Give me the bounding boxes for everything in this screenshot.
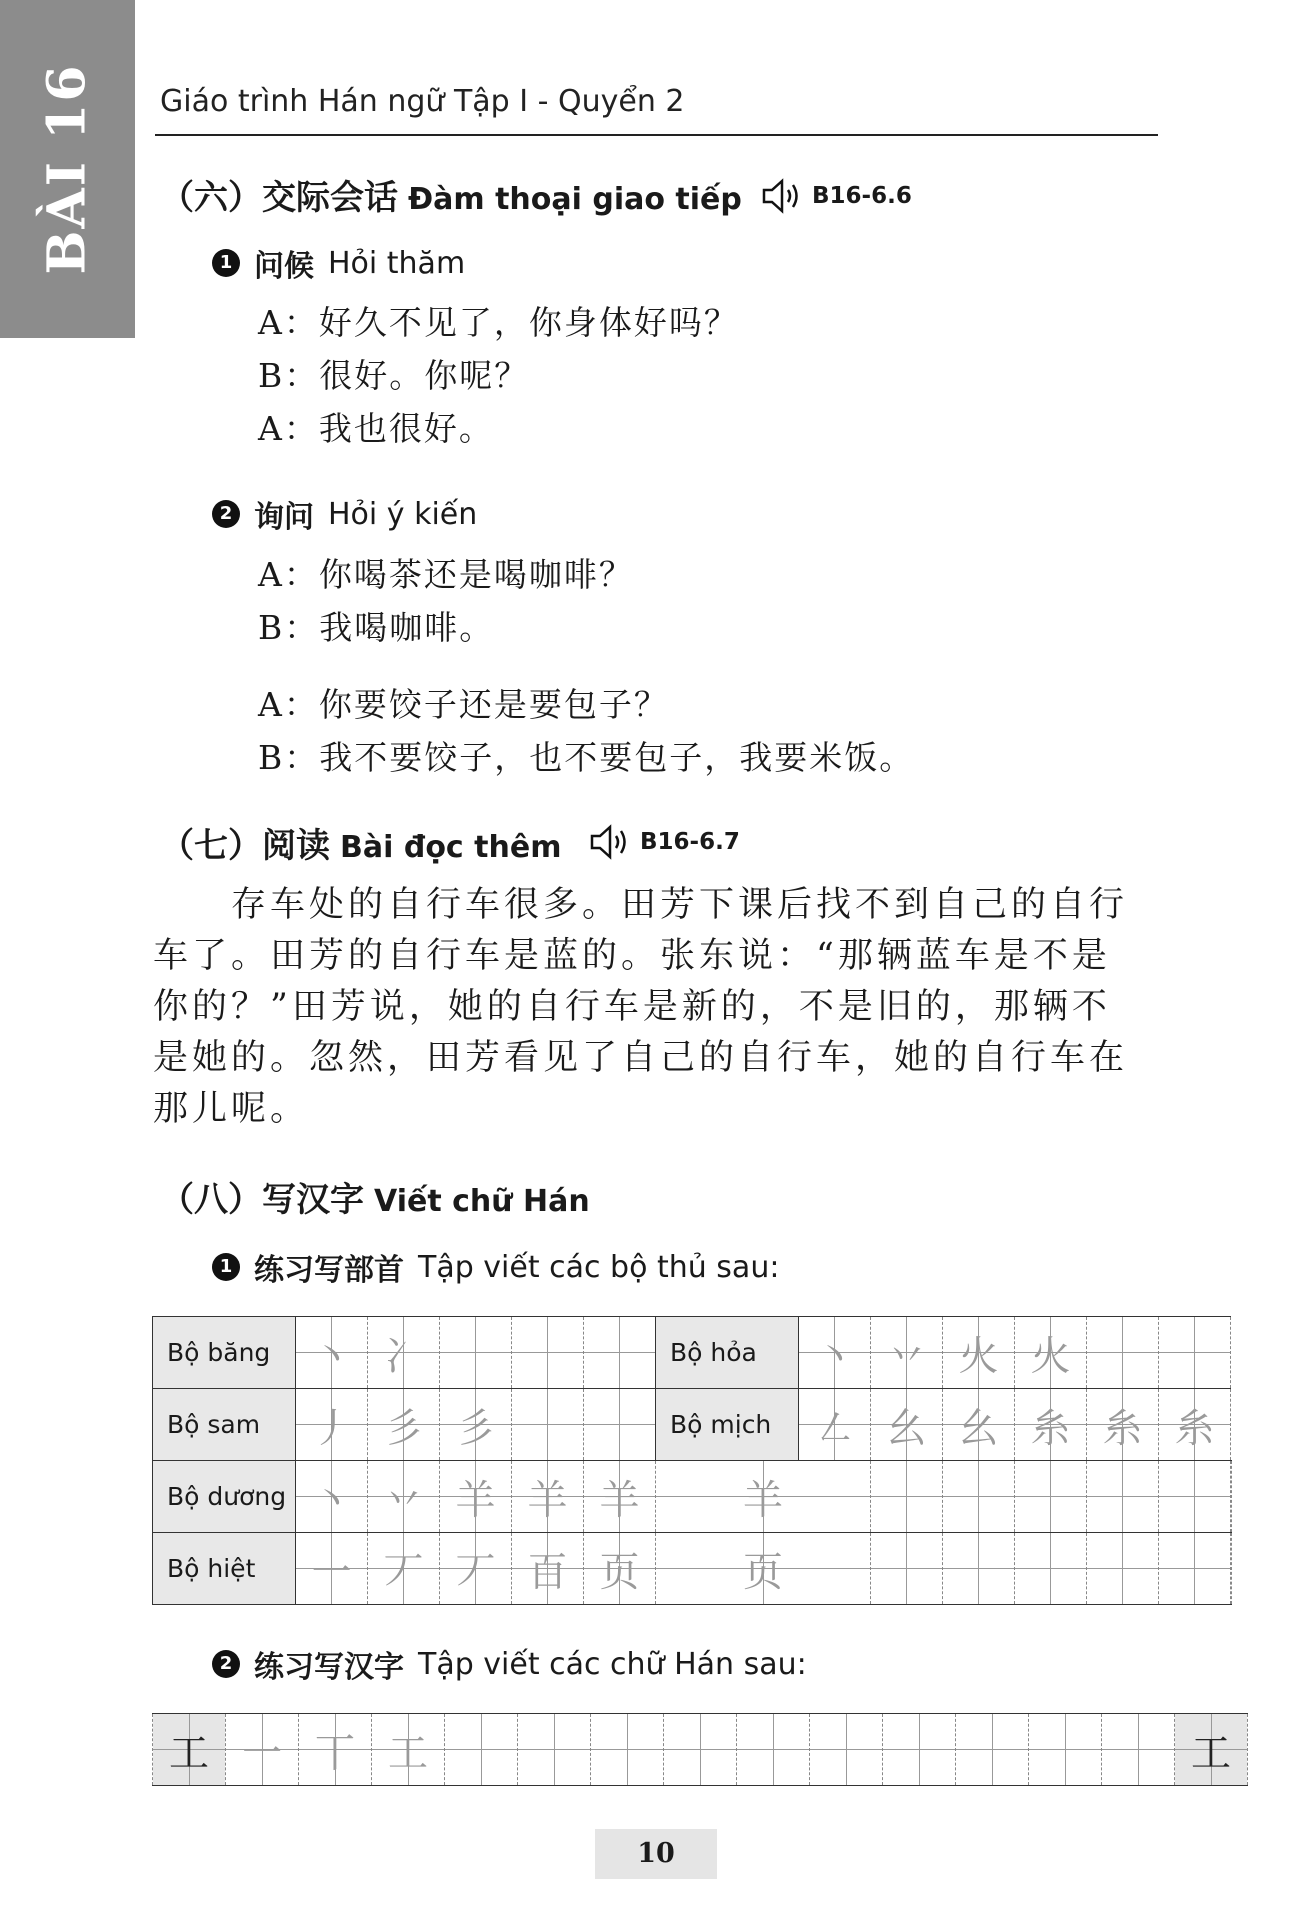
dialog-2-line: A：你要饺子还是要包子？ xyxy=(258,685,669,724)
header-divider xyxy=(155,134,1158,136)
radical-row xyxy=(153,1317,1232,1389)
writing-cell[interactable] xyxy=(1159,1461,1231,1533)
writing-cell[interactable]: 羊 xyxy=(584,1461,656,1533)
writing-cell[interactable]: 幺 xyxy=(943,1389,1015,1461)
writing-cell[interactable]: 彡 xyxy=(440,1389,512,1461)
writing-cell[interactable]: 百 xyxy=(512,1533,584,1605)
writing-cell[interactable]: 糸 xyxy=(1087,1389,1159,1461)
radical-label: Bộ dương xyxy=(153,1461,296,1533)
writing-cell[interactable] xyxy=(1159,1533,1231,1605)
writing-cell[interactable]: 页 xyxy=(584,1533,656,1605)
writing-cell[interactable]: 羊 xyxy=(512,1461,584,1533)
dialog-1-line: A：我也很好。 xyxy=(258,409,494,448)
writing-cell[interactable] xyxy=(512,1317,584,1389)
section-8-prefix: （八） xyxy=(160,1180,262,1220)
dialog-2-title xyxy=(212,492,477,536)
dialog-1-title xyxy=(212,241,465,285)
section-7-vi: Bài đọc thêm xyxy=(340,830,562,865)
writing-cell[interactable] xyxy=(1159,1317,1231,1389)
section-6-vi: Đàm thoại giao tiếp xyxy=(408,182,742,217)
radical-label: Bộ hiệt xyxy=(153,1533,296,1605)
dialog-1-zh: 问候 xyxy=(254,249,314,284)
number-2-badge: 2 xyxy=(212,500,240,528)
dialog-2-zh: 询问 xyxy=(254,500,314,535)
writing-cell[interactable] xyxy=(871,1461,943,1533)
book-header: Giáo trình Hán ngữ Tập I - Quyển 2 xyxy=(160,84,685,119)
section-8-vi: Viết chữ Hán xyxy=(374,1184,590,1219)
section-6-prefix: （六） xyxy=(160,178,262,218)
section-8-zh: 写汉字 xyxy=(262,1180,364,1220)
writing-cell[interactable]: 火 xyxy=(1015,1317,1087,1389)
speaker-icon xyxy=(588,822,636,862)
reading-passage xyxy=(153,880,1163,1135)
dialog-2-line: A：你喝茶还是喝咖啡？ xyxy=(258,555,634,594)
radical-row xyxy=(153,1461,1232,1533)
audio-label-6-7: B16-6.7 xyxy=(640,829,740,855)
writing-cell[interactable] xyxy=(956,1714,1029,1786)
writing-cell[interactable]: 羊 xyxy=(656,1461,871,1533)
dialog-2-vi: Hỏi ý kiến xyxy=(328,496,478,532)
writing-cell[interactable]: 火 xyxy=(943,1317,1015,1389)
writing-cell[interactable]: 丶 xyxy=(799,1317,871,1389)
writing-cell[interactable] xyxy=(1029,1714,1102,1786)
writing-cell[interactable] xyxy=(664,1714,737,1786)
number-1-badge: 1 xyxy=(212,1253,240,1281)
practice-2-zh: 练习写汉字 xyxy=(254,1650,404,1685)
reading-line: 存车处的自行车很多。田芳下课后找不到自己的自行 xyxy=(153,885,1129,925)
writing-cell[interactable]: 糸 xyxy=(1159,1389,1231,1461)
writing-cell[interactable] xyxy=(883,1714,956,1786)
writing-cell[interactable]: 丶 xyxy=(296,1461,368,1533)
reading-line: 车了。田芳的自行车是蓝的。张东说：“那辆蓝车是不是 xyxy=(153,936,1111,976)
writing-cell[interactable]: 冫 xyxy=(368,1317,440,1389)
writing-cell[interactable] xyxy=(1102,1714,1175,1786)
writing-cell[interactable]: 羊 xyxy=(440,1461,512,1533)
writing-cell[interactable]: 彡 xyxy=(368,1389,440,1461)
reading-line: 你的？”田芳说，她的自行车是新的，不是旧的，那辆不 xyxy=(153,987,1111,1027)
radical-label: Bộ sam xyxy=(153,1389,296,1461)
writing-cell[interactable]: 糸 xyxy=(1015,1389,1087,1461)
section-7-prefix: （七） xyxy=(160,826,262,866)
page-number: 10 xyxy=(595,1829,717,1879)
writing-cell[interactable] xyxy=(1015,1461,1087,1533)
writing-cell[interactable] xyxy=(1087,1461,1159,1533)
writing-cell[interactable] xyxy=(591,1714,664,1786)
writing-cell[interactable]: 页 xyxy=(656,1533,871,1605)
audio-track-6-7[interactable] xyxy=(588,822,740,862)
lesson-tab-label: BÀI 16 xyxy=(36,63,98,275)
writing-cell[interactable] xyxy=(440,1317,512,1389)
writing-cell[interactable] xyxy=(1231,1461,1232,1533)
number-2-badge: 2 xyxy=(212,1650,240,1678)
dialog-1-line: A：好久不见了，你身体好吗？ xyxy=(258,303,739,342)
section-6-title xyxy=(160,170,742,219)
writing-cell[interactable] xyxy=(737,1714,810,1786)
character-row xyxy=(153,1714,1248,1786)
writing-cell[interactable]: 丷 xyxy=(368,1461,440,1533)
reading-line: 是她的。忽然，田芳看见了自己的自行车，她的自行车在 xyxy=(153,1038,1129,1078)
writing-cell[interactable]: 丆 xyxy=(440,1533,512,1605)
lesson-side-tab xyxy=(0,0,135,338)
writing-cell[interactable]: 丿 xyxy=(296,1389,368,1461)
dialog-2-line: B：我不要饺子，也不要包子，我要米饭。 xyxy=(258,738,915,777)
dialog-1-line: B：很好。你呢？ xyxy=(258,356,530,395)
radical-label: Bộ băng xyxy=(153,1317,296,1389)
writing-cell[interactable] xyxy=(871,1533,943,1605)
audio-track-6-6[interactable] xyxy=(760,176,912,216)
practice-1-vi: Tập viết các bộ thủ sau: xyxy=(418,1249,780,1285)
model-character-cell: 工 xyxy=(153,1714,226,1786)
dialog-1-vi: Hỏi thăm xyxy=(328,245,466,281)
writing-cell[interactable]: 工 xyxy=(372,1714,445,1786)
reading-line: 那儿呢。 xyxy=(153,1089,310,1129)
writing-cell[interactable]: 幺 xyxy=(871,1389,943,1461)
writing-cell[interactable]: ㇜ xyxy=(799,1389,871,1461)
writing-cell[interactable]: 一 xyxy=(296,1533,368,1605)
writing-cell[interactable]: 丅 xyxy=(299,1714,372,1786)
writing-cell[interactable] xyxy=(810,1714,883,1786)
writing-cell[interactable] xyxy=(1087,1317,1159,1389)
writing-cell[interactable]: 一 xyxy=(226,1714,299,1786)
character-practice-grid xyxy=(152,1713,1248,1786)
writing-cell[interactable] xyxy=(943,1533,1015,1605)
radical-row xyxy=(153,1533,1232,1605)
number-1-badge: 1 xyxy=(212,249,240,277)
writing-cell[interactable] xyxy=(512,1389,584,1461)
practice-2-vi: Tập viết các chữ Hán sau: xyxy=(418,1646,807,1682)
writing-cell[interactable]: 丶 xyxy=(296,1317,368,1389)
section-6-zh: 交际会话 xyxy=(262,178,398,218)
section-8-title xyxy=(160,1172,590,1221)
section-7-zh: 阅读 xyxy=(262,826,330,866)
writing-cell[interactable]: 丷 xyxy=(871,1317,943,1389)
practice-1-zh: 练习写部首 xyxy=(254,1253,404,1288)
writing-cell[interactable] xyxy=(518,1714,591,1786)
radical-practice-grid xyxy=(152,1316,1232,1605)
writing-cell[interactable] xyxy=(943,1461,1015,1533)
writing-cell[interactable] xyxy=(1015,1533,1087,1605)
section-7-title xyxy=(160,818,561,867)
radical-label: Bộ mịch xyxy=(656,1389,799,1461)
writing-cell[interactable] xyxy=(445,1714,518,1786)
writing-cell[interactable] xyxy=(1231,1533,1232,1605)
model-character-cell: 工 xyxy=(1175,1714,1248,1786)
writing-cell[interactable] xyxy=(1087,1533,1159,1605)
radical-label: Bộ hỏa xyxy=(656,1317,799,1389)
audio-label-6-6: B16-6.6 xyxy=(812,183,912,209)
writing-cell[interactable]: 丆 xyxy=(368,1533,440,1605)
writing-cell[interactable] xyxy=(584,1389,656,1461)
practice-1-title xyxy=(212,1245,779,1289)
dialog-2-line: B：我喝咖啡。 xyxy=(258,608,495,647)
practice-2-title xyxy=(212,1642,807,1686)
writing-cell[interactable] xyxy=(584,1317,656,1389)
speaker-icon xyxy=(760,176,808,216)
radical-row xyxy=(153,1389,1232,1461)
